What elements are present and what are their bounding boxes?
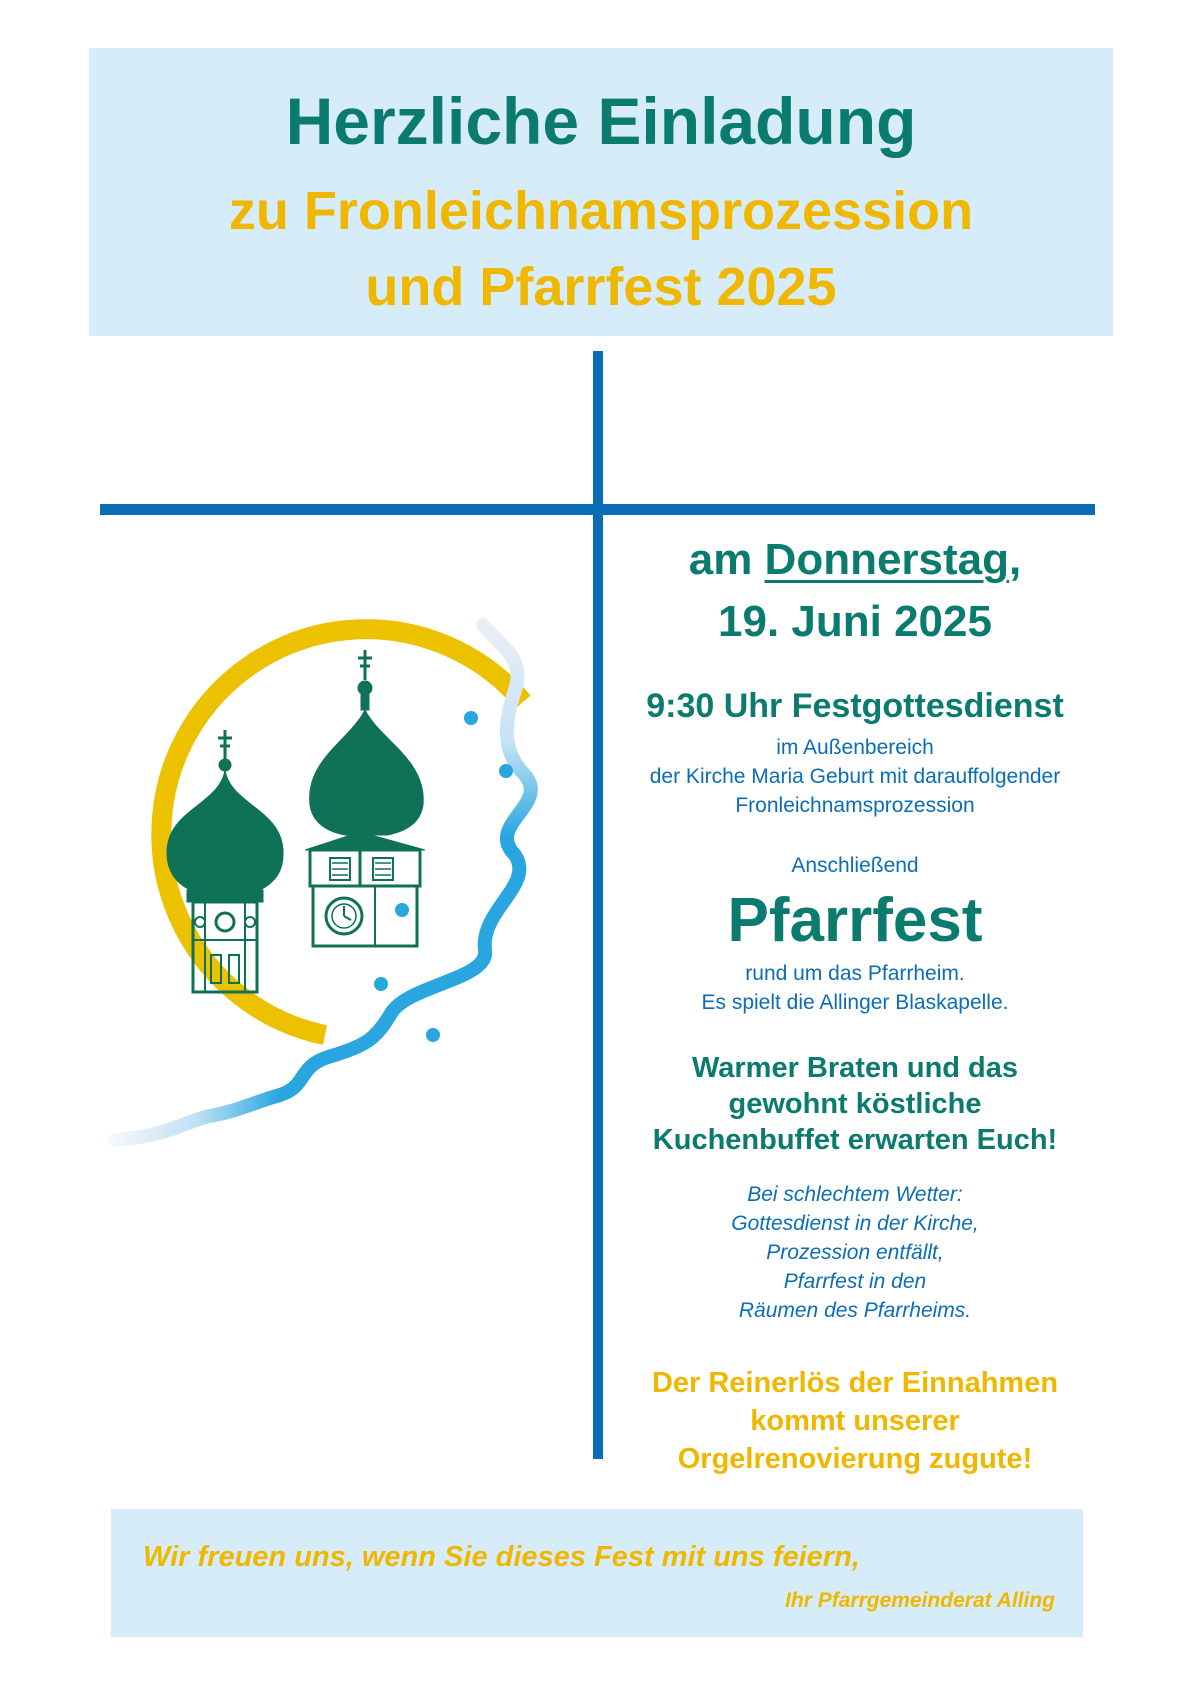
cross-icon-vertical (593, 351, 603, 1459)
weather-note: Bei schlechtem Wetter: Gottesdienst in der Kirche, Prozession entfällt, Pfarrfest in den Räumen des Pfarrheims. (731, 1183, 979, 1322)
afterwards-label: Anschließend (791, 854, 919, 877)
cross-icon-horizontal (100, 504, 1095, 515)
service-description: im Außenbereich der Kirche Maria Geburt mit darauffolgender Fronleichnamsprozession (649, 736, 1061, 817)
page-subtitle: zu Fronleichnamsprozession und Pfarrfest 2025 (228, 181, 974, 317)
footer-signature: Ihr Pfarrgemeinderat Alling (785, 1589, 1055, 1612)
service-time: 9:30 Uhr Festgottesdienst (646, 687, 1064, 725)
event-date: 19. Juni 2025 (718, 597, 992, 646)
page-title: Herzliche Einladung (285, 84, 917, 158)
proceeds-note: Der Reinerlös der Einnahmen kommt unserer Orgelrenovierung zugute! (651, 1367, 1059, 1475)
fest-title: Pfarrfest (727, 886, 983, 955)
footer-banner (111, 1509, 1083, 1637)
church-towers-logo (105, 610, 575, 1250)
footer-greeting: Wir freuen uns, wenn Sie dieses Fest mit uns feiern, (143, 1541, 860, 1573)
event-weekday: am Donnerstag, (688, 535, 1022, 584)
fest-description: rund um das Pfarrheim. Es spielt die Allinger Blaskapelle. (701, 962, 1009, 1014)
header-banner (89, 48, 1113, 336)
food-text: Warmer Braten und das gewohnt köstliche Kuchenbuffet erwarten Euch! (652, 1052, 1058, 1156)
